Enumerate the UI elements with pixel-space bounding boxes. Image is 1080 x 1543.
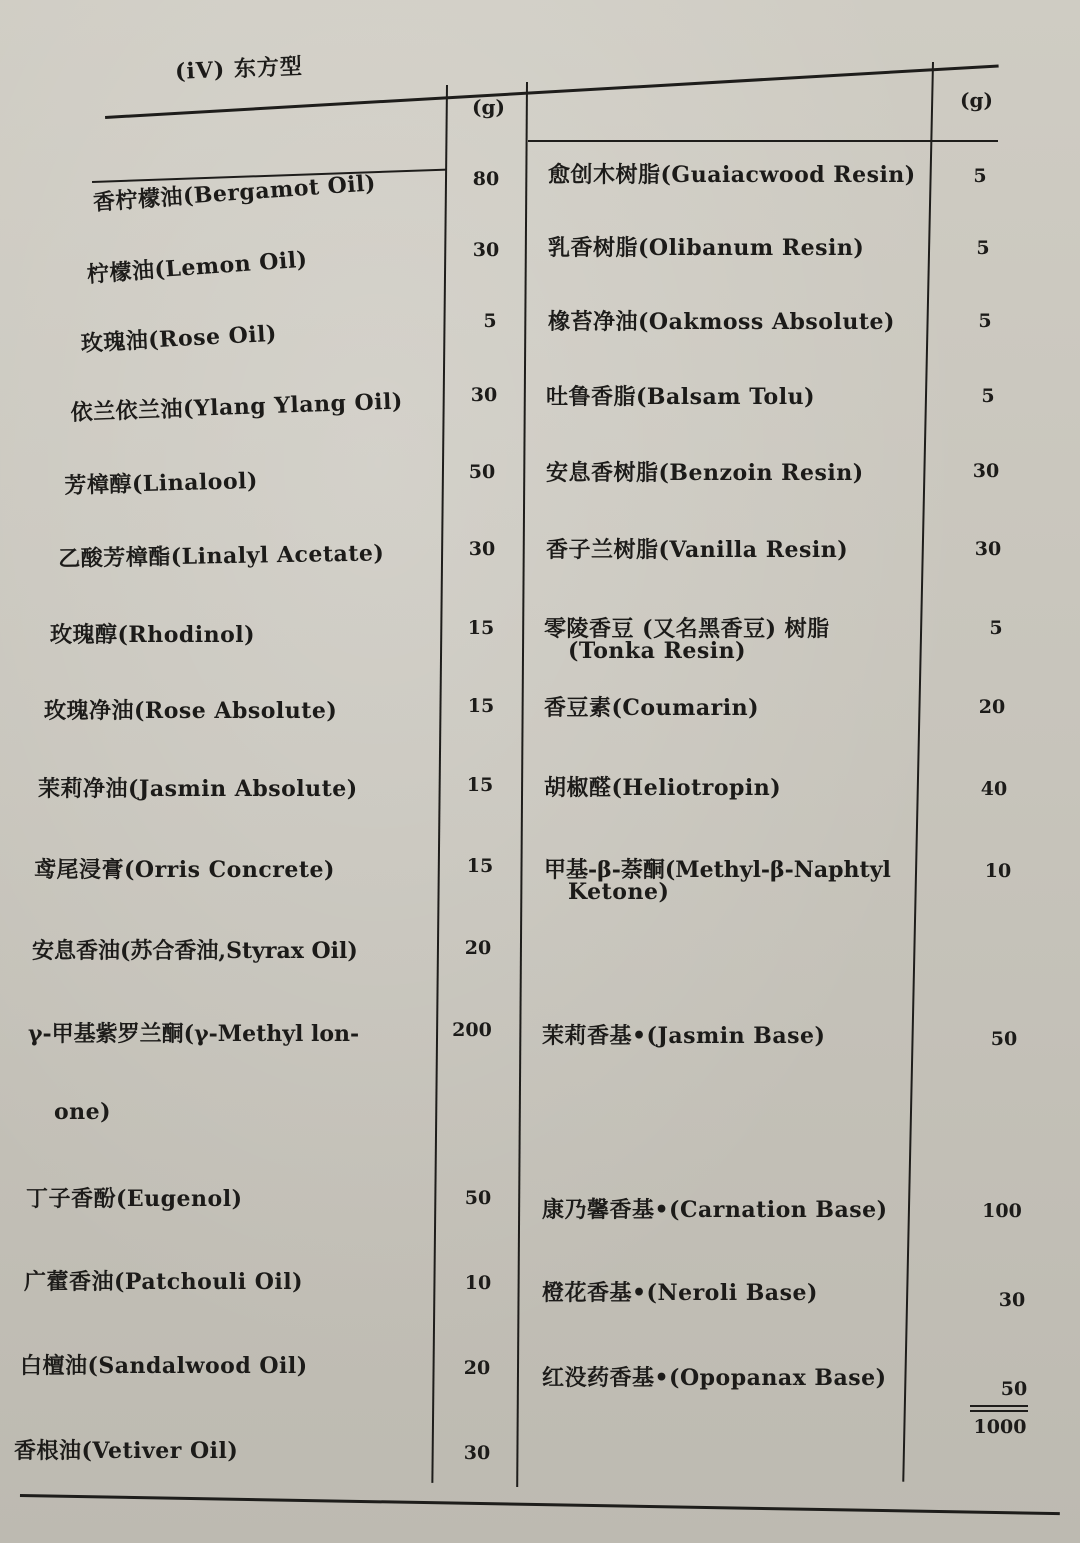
left-unit-header: (g) [472,95,505,119]
right-item-name: 胡椒醛(Heliotropin) [544,775,782,801]
left-item-value: 80 [472,168,500,190]
right-item-value: 10 [984,860,1012,882]
left-item-name: 广藿香油(Patchouli Oil) [24,1269,304,1295]
right-item-name-cont: (Tonka Resin) [568,638,747,664]
right-item-value: 20 [978,696,1006,718]
left-item-name: 香柠檬油(Bergamot Oil) [92,170,377,216]
left-item-value: 15 [467,617,495,639]
col-line-3 [902,62,934,1482]
right-item-name: 零陵香豆 (又名黑香豆) 树脂 [544,616,830,642]
total-double-rule-top [970,1405,1028,1407]
total-double-rule-bottom [970,1410,1028,1412]
left-item-value: 200 [452,1019,492,1041]
right-item-name: 香子兰树脂(Vanilla Resin) [546,537,849,563]
right-item-name: 安息香树脂(Benzoin Resin) [546,460,864,486]
left-item-name: 玫瑰净油(Rose Absolute) [44,698,338,724]
left-item-name: 白檀油(Sandalwood Oil) [20,1353,308,1379]
left-item-value: 30 [472,239,500,261]
left-item-name: 芳樟醇(Linalool) [64,467,259,499]
right-item-value: 5 [973,165,987,187]
right-item-name: 吐鲁香脂(Balsam Tolu) [546,384,815,410]
right-item-name: 乳香树脂(Olibanum Resin) [548,235,865,261]
right-item-name: 康乃馨香基•(Carnation Base) [542,1197,888,1223]
right-item-name: 橙花香基•(Neroli Base) [542,1280,818,1306]
right-item-value: 30 [998,1289,1026,1311]
left-item-name: 依兰依兰油(Ylang Ylang Oil) [70,388,404,426]
left-item-name: 茉莉净油(Jasmin Absolute) [38,776,358,802]
left-item-name: 安息香油(苏合香油,Styrax Oil) [32,938,358,964]
left-item-name: 玫瑰油(Rose Oil) [80,320,278,357]
left-item-value: 30 [470,384,498,406]
left-item-value: 20 [463,1357,491,1379]
left-item-value: 50 [464,1187,492,1209]
total-value: 1000 [973,1416,1027,1438]
left-item-value: 10 [464,1272,492,1294]
right-item-name: 茉莉香基•(Jasmin Base) [542,1023,826,1049]
header-rule-right [528,140,998,142]
right-item-name: 红没药香基•(Opopanax Base) [542,1365,887,1391]
left-item-name: 乙酸芳樟酯(Linalyl Acetate) [58,540,385,572]
section-title: (iV) 东方型 [174,53,304,85]
right-item-name: 橡苔净油(Oakmoss Absolute) [548,309,895,335]
right-item-value: 40 [980,778,1008,800]
left-item-value: 15 [466,774,494,796]
left-item-value: 30 [463,1442,491,1464]
right-item-value: 5 [978,310,992,332]
right-unit-header: (g) [960,88,993,112]
right-item-value: 50 [990,1028,1018,1050]
right-item-name-cont: Ketone) [568,879,670,905]
left-item-name: 丁子香酚(Eugenol) [26,1186,243,1212]
left-item-name-cont: one) [54,1099,112,1125]
bottom-rule [20,1494,1060,1515]
right-item-value: 5 [976,237,990,259]
right-item-name: 愈创木树脂(Guaiacwood Resin) [548,162,916,188]
right-item-value: 100 [982,1200,1022,1222]
left-item-value: 50 [468,461,496,483]
right-item-value: 5 [989,617,1003,639]
right-item-value: 30 [972,460,1000,482]
right-item-value: 5 [981,385,995,407]
left-item-name: 柠檬油(Lemon Oil) [86,246,309,288]
left-item-value: 20 [464,937,492,959]
col-line-1 [431,85,448,1483]
left-item-name: 香根油(Vetiver Oil) [14,1438,239,1464]
left-item-name: 玫瑰醇(Rhodinol) [50,622,256,648]
left-item-value: 5 [483,310,497,332]
right-item-name: 甲基-β-萘酮(Methyl-β-Naphtyl [544,857,891,883]
right-item-name: 香豆素(Coumarin) [544,695,759,721]
left-item-value: 15 [466,855,494,877]
col-line-2 [516,82,528,1487]
left-item-name: 鸢尾浸膏(Orris Concrete) [34,857,335,883]
left-item-name: γ-甲基紫罗兰酮(γ-Methyl lon- [28,1021,360,1047]
left-item-value: 30 [468,538,496,560]
left-item-value: 15 [467,695,495,717]
right-item-value: 50 [1000,1378,1028,1400]
right-item-value: 30 [974,538,1002,560]
